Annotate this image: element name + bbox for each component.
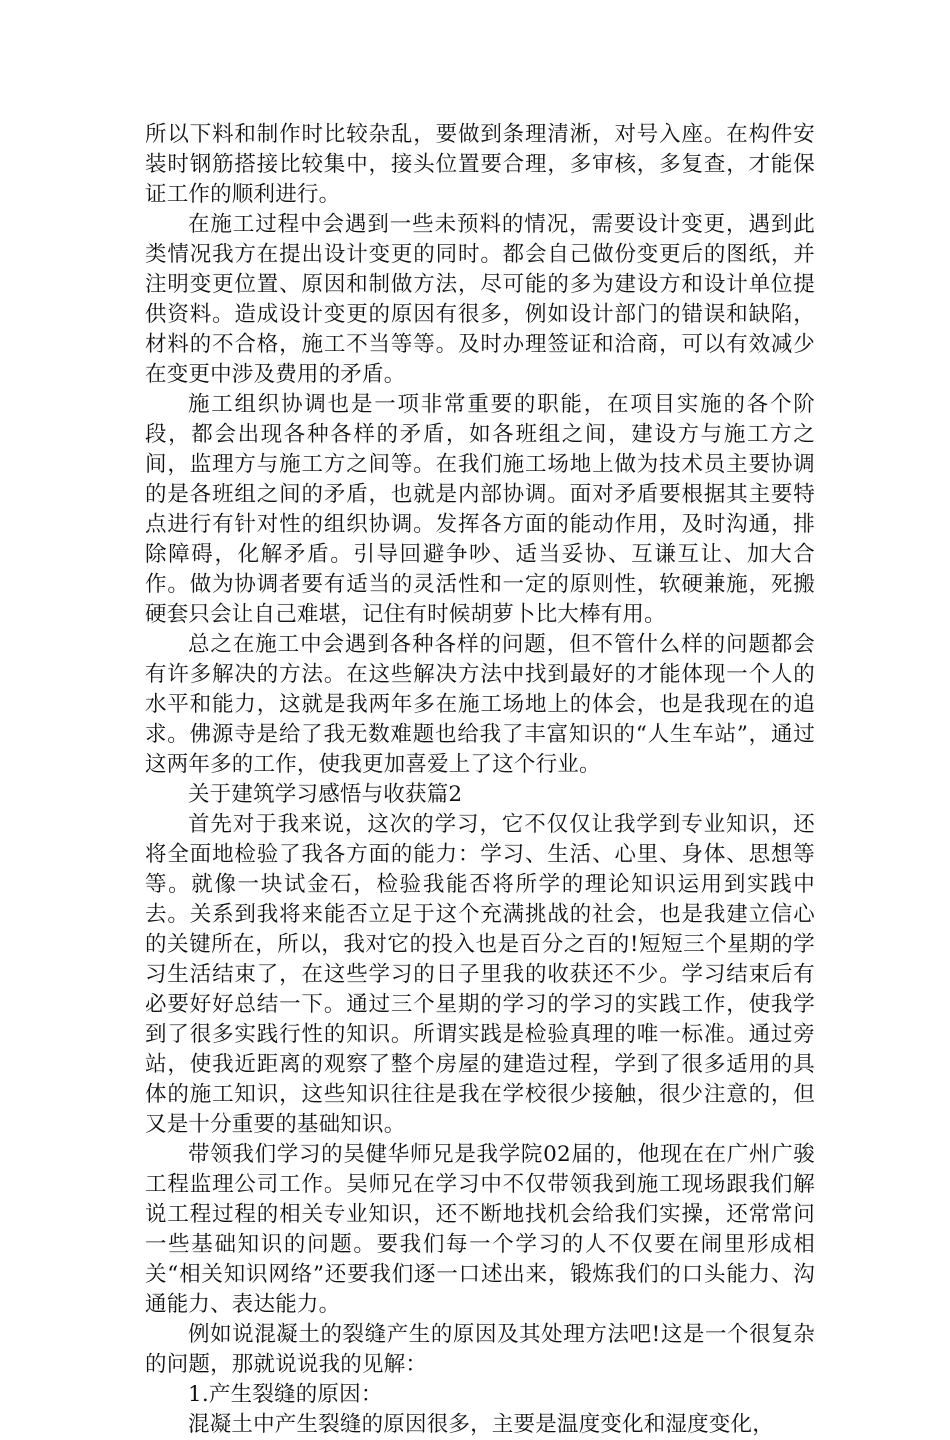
list-item-heading: 1.产生裂缝的原因：	[188, 1382, 383, 1407]
paragraph-8: 混凝土中产生裂缝的原因很多，主要是温度变化和湿度变化，	[188, 1412, 774, 1437]
paragraph-6: 带领我们学习的吴健华师兄是我学院02届的，他现在在广州广骏工程监理公司工作。吴师兄在学习中不仅带领我到施工现场跟我们解说工程过程的相关专业知识，还不断地找机会给我们实操，还常常问一些基础知识的问题。要我们每一个学习的人不仅要在闹里形成相关“相关知识网络”还要我们逐一口述出来，锻炼我们的口头能力、沟通能力、表达能力。	[145, 1142, 815, 1317]
paragraph-3: 施工组织协调也是一项非常重要的职能，在项目实施的各个阶段，都会出现各种各样的矛盾，如各班组之间，建设方与施工方之间，监理方与施工方之间等。在我们施工场地上做为技术员主要协调的是各班组之间的矛盾，也就是内部协调。面对矛盾要根据其主要特点进行有针对性的组织协调。发挥各方面的能动作用，及时沟通，排除障碍，化解矛盾。引导回避争吵、适当妥协、互谦互让、加大合作。做为协调者要有适当的灵活性和一定的原则性，软硬兼施，死搬硬套只会让自己难堪，记住有时候胡萝卜比大棒有用。	[145, 392, 815, 627]
paragraph-7: 例如说混凝土的裂缝产生的原因及其处理方法吧!这是一个很复杂的问题，那就说说我的见解：	[145, 1322, 815, 1377]
paragraph-1: 所以下料和制作时比较杂乱，要做到条理清淅，对号入座。在构件安装时钢筋搭接比较集中，接头位置要合理，多审核，多复查，才能保证工作的顺利进行。	[145, 122, 815, 207]
paragraph-2: 在施工过程中会遇到一些未预料的情况，需要设计变更，遇到此类情况我方在提出设计变更的同时。都会自己做份变更后的图纸，并注明变更位置、原因和制做方法，尽可能的多为建设方和设计单位提供资料。造成设计变更的原因有很多，例如设计部门的错误和缺陷，材料的不合格，施工不当等等。及时办理签证和洽商，可以有效减少在变更中涉及费用的矛盾。	[145, 212, 815, 387]
document-body	[145, 120, 815, 1440]
paragraph-4: 总之在施工中会遇到各种各样的问题，但不管什么样的问题都会有许多解决的方法。在这些解决方法中找到最好的才能体现一个人的水平和能力，这就是我两年多在施工场地上的体会，也是我现在的追求。佛源寺是给了我无数难题也给我了丰富知识的“人生车站”，通过这两年多的工作，使我更加喜爱上了这个行业。	[145, 632, 815, 777]
paragraph-5: 首先对于我来说，这次的学习，它不仅仅让我学到专业知识，还将全面地检验了我各方面的能力：学习、生活、心里、身体、思想等等。就像一块试金石，检验我能否将所学的理论知识运用到实践中去。关系到我将来能否立足于这个充满挑战的社会，也是我建立信心的关键所在，所以，我对它的投入也是百分之百的!短短三个星期的学习生活结束了，在这些学习的日子里我的收获还不少。学习结束后有必要好好总结一下。通过三个星期的学习的学习的实践工作，使我学到了很多实践行性的知识。所谓实践是检验真理的唯一标准。通过旁站，使我近距离的观察了整个房屋的建造过程，学到了很多适用的具体的施工知识，这些知识往往是我在学校很少接触，很少注意的，但又是十分重要的基础知识。	[145, 812, 815, 1137]
section-heading: 关于建筑学习感悟与收获篇2	[188, 782, 463, 807]
